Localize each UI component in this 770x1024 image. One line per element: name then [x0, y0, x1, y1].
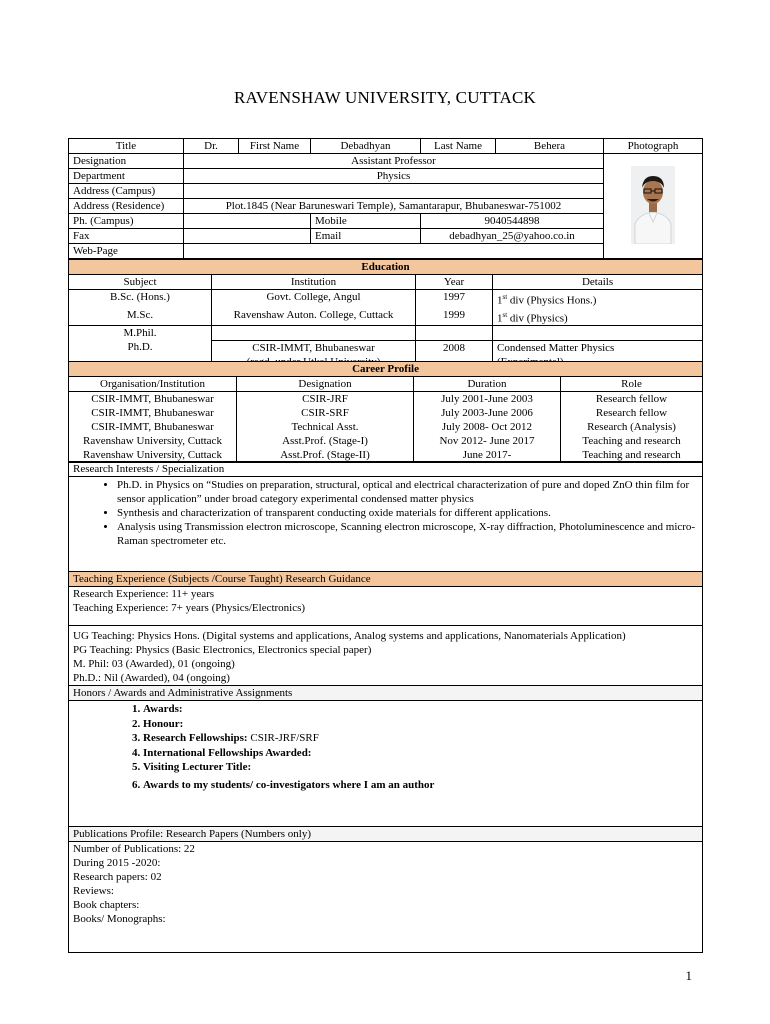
education-header-details: Details — [493, 275, 703, 290]
education-row-details — [493, 308, 703, 326]
education-row-subject: M.Sc. — [69, 308, 212, 326]
designation-label: Designation — [69, 154, 184, 169]
education-row-subject: Ph.D. — [69, 340, 212, 369]
education-row-institution — [212, 326, 416, 341]
career-role: Research fellow — [595, 393, 668, 405]
honors-item-label: International Fellowships Awarded: — [143, 746, 312, 759]
education-row-subject: M.Phil. — [69, 326, 212, 341]
ph-campus-label: Ph. (Campus) — [69, 214, 184, 229]
honors-item-label: Research Fellowships: — [143, 732, 248, 744]
education-row-year: 1999 — [416, 308, 493, 326]
details-ordinal-suffix: st — [502, 310, 508, 319]
career-org: Ravenshaw University, Cuttack — [83, 435, 222, 447]
publications-line: Reviews: — [73, 885, 114, 897]
career-table — [68, 361, 703, 463]
mobile-label: Mobile — [311, 214, 421, 229]
first-name-label: First Name — [239, 139, 311, 154]
career-designation: CSIR-JRF — [302, 393, 348, 405]
mphil-guidance: M. Phil: 03 (Awarded), 01 (ongoing) — [73, 658, 235, 670]
honors-heading: Honors / Awards and Administrative Assignments — [69, 686, 703, 701]
publications-cell — [69, 842, 703, 953]
honors-item — [143, 731, 698, 746]
career-designation: Asst.Prof. (Stage-II) — [280, 449, 370, 461]
career-header-designation: Designation — [237, 377, 414, 392]
honors-item-label: Honour: — [143, 717, 184, 730]
honors-item — [143, 778, 698, 793]
experience-cell — [69, 587, 703, 626]
honors-item — [143, 717, 698, 732]
email-value: debadhyan_25@yahoo.co.in — [421, 229, 604, 244]
education-row-institution: Govt. College, Angul — [212, 290, 416, 308]
publications-line: During 2015 -2020: — [73, 857, 161, 869]
career-role: Teaching and research — [582, 435, 681, 447]
research-item: • Synthesis and characterization of transparent conducting oxide materials for different applications. — [117, 506, 698, 520]
education-table — [68, 259, 703, 370]
career-role: Research (Analysis) — [587, 421, 676, 433]
ug-teaching: UG Teaching: Physics Hons. (Digital systems and applications, Analog systems and applications, Nanomaterials Application) — [73, 630, 626, 642]
research-item: • Ph.D. in Physics on “Studies on preparation, structural, optical and electrical characterization of pure and doped ZnO thin film for sensor application” under broad category experimental condensed matter physics — [117, 478, 698, 506]
career-org: CSIR-IMMT, Bhubaneswar — [91, 407, 214, 419]
last-name-value: Behera — [496, 139, 604, 154]
research-heading: Research Interests / Specialization — [69, 462, 703, 477]
honors-item — [143, 702, 698, 717]
department-value: Physics — [184, 169, 604, 184]
phd-guidance: Ph.D.: Nil (Awarded), 04 (ongoing) — [73, 672, 230, 684]
address-residence-value: Plot.1845 (Near Baruneswari Temple), Samantarapur, Bhubaneswar-751002 — [184, 199, 604, 214]
address-residence-label: Address (Residence) — [69, 199, 184, 214]
page-number: 1 — [685, 968, 692, 983]
career-heading: Career Profile — [69, 362, 703, 377]
honors-item — [143, 760, 698, 775]
education-row-subject: B.Sc. (Hons.) — [69, 290, 212, 308]
education-heading: Education — [69, 260, 703, 275]
career-org: CSIR-IMMT, Bhubaneswar — [91, 421, 214, 433]
address-campus-label: Address (Campus) — [69, 184, 184, 199]
details-table — [68, 461, 703, 953]
publications-line: Books/ Monographs: — [73, 913, 166, 925]
research-item: • Analysis using Transmission electron microscope, Scanning electron microscope, X-ray diffraction, Photoluminescence and micro-Raman spectrometer etc. — [117, 520, 698, 548]
career-org: CSIR-IMMT, Bhubaneswar — [91, 393, 214, 405]
career-designation: Asst.Prof. (Stage-I) — [282, 435, 368, 447]
career-row-org — [69, 392, 237, 463]
personal-details-table — [68, 138, 703, 259]
education-row-details — [493, 290, 703, 308]
profile-photo — [631, 166, 675, 244]
career-row-designation — [237, 392, 414, 463]
email-label: Email — [311, 229, 421, 244]
details-text: div (Physics) — [507, 312, 568, 325]
research-experience: Research Experience: 11+ years — [73, 588, 215, 600]
details-text: div (Physics Hons.) — [507, 294, 597, 307]
career-duration: July 2003-June 2006 — [441, 407, 533, 419]
institution-line: CSIR-IMMT, Bhubaneswar — [252, 341, 375, 354]
photograph-label: Photograph — [604, 139, 703, 154]
education-row-year — [416, 326, 493, 341]
honors-list-cell — [69, 701, 703, 827]
career-row-role — [561, 392, 703, 463]
honors-item-label: Visiting Lecturer Title: — [143, 761, 252, 773]
career-header-duration: Duration — [414, 377, 561, 392]
career-header-org: Organisation/Institution — [69, 377, 237, 392]
honors-list — [73, 702, 698, 792]
first-name-value: Debadhyan — [311, 139, 421, 154]
title-value: Dr. — [184, 139, 239, 154]
career-row-duration — [414, 392, 561, 463]
career-role: Teaching and research — [582, 449, 681, 461]
teaching-heading: Teaching Experience (Subjects /Course Taught) Research Guidance — [69, 572, 703, 587]
education-row-institution: Ravenshaw Auton. College, Cuttack — [212, 308, 416, 326]
ph-campus-value — [184, 214, 311, 229]
fax-label: Fax — [69, 229, 184, 244]
details-line: Condensed Matter Physics — [497, 341, 615, 354]
details-ordinal: 1 — [497, 312, 503, 325]
education-header-subject: Subject — [69, 275, 212, 290]
education-row-year: 1997 — [416, 290, 493, 308]
photograph-cell — [604, 154, 703, 259]
webpage-label: Web-Page — [69, 244, 184, 259]
teaching-cell — [69, 626, 703, 686]
teaching-experience: Teaching Experience: 7+ years (Physics/Electronics) — [73, 602, 306, 614]
honors-item-label: Awards to my students/ co-investigators where I am an author — [143, 778, 435, 791]
career-duration: July 2001-June 2003 — [441, 393, 533, 405]
mobile-value: 9040544898 — [421, 214, 604, 229]
publications-heading: Publications Profile: Research Papers (Numbers only) — [69, 827, 703, 842]
honors-item-label: Awards: — [143, 703, 183, 715]
publications-line: Research papers: 02 — [73, 871, 162, 883]
publications-line: Number of Publications: 22 — [73, 843, 195, 855]
page-title: RAVENSHAW UNIVERSITY, CUTTACK — [233, 88, 536, 107]
research-list-cell — [69, 477, 703, 572]
publications-line: Book chapters: — [73, 899, 140, 911]
career-role: Research fellow — [595, 407, 668, 419]
career-header-role: Role — [561, 377, 703, 392]
career-designation: CSIR-SRF — [301, 407, 349, 419]
education-row-details — [493, 326, 703, 341]
career-duration: July 2008- Oct 2012 — [441, 421, 533, 433]
research-list — [73, 478, 698, 548]
career-designation: Technical Asst. — [291, 421, 359, 433]
title-label: Title — [69, 139, 184, 154]
fax-value — [184, 229, 311, 244]
address-campus-value — [184, 184, 604, 199]
details-ordinal-suffix: st — [502, 293, 508, 301]
details-ordinal: 1 — [497, 294, 503, 307]
honors-item — [143, 746, 698, 761]
education-header-year: Year — [416, 275, 493, 290]
pg-teaching: PG Teaching: Physics (Basic Electronics, Electronics special paper) — [73, 644, 372, 656]
education-row-year: 2008 — [416, 340, 493, 369]
career-duration: June 2017- — [462, 449, 512, 461]
last-name-label: Last Name — [421, 139, 496, 154]
honors-item-value: CSIR-JRF/SRF — [247, 732, 319, 744]
career-duration: Nov 2012- June 2017 — [439, 435, 535, 447]
education-header-institution: Institution — [212, 275, 416, 290]
webpage-value — [184, 244, 604, 259]
career-org: Ravenshaw University, Cuttack — [83, 449, 222, 461]
designation-value: Assistant Professor — [184, 154, 604, 169]
department-label: Department — [69, 169, 184, 184]
